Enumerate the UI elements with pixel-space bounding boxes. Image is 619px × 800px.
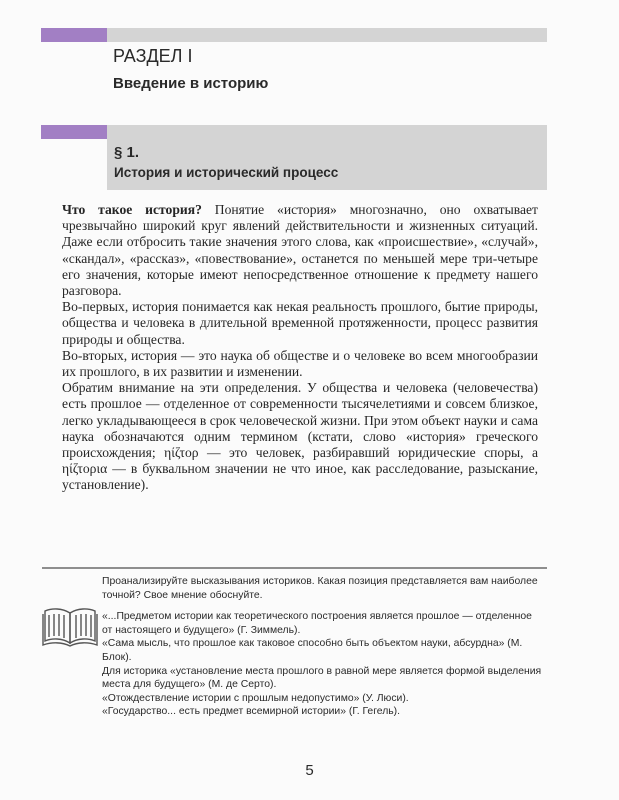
quote-4: «Отождествление истории с прошлым недопустимо» (У. Люси).: [102, 692, 409, 704]
section-header-band: [107, 28, 547, 42]
paragraph-accent-bar: [41, 125, 107, 139]
page-number: 5: [305, 762, 314, 779]
body-paragraph-4: Обратим внимание на эти определения. У общества и человека (человечества) есть прошлое — отделенное от современности тысячелетиями и совсем близкое, легко укладывающееся в срок человеческой жизни. При этом объект науки и сама наука обозначаются одним термином (кстати, слово «история» греческого происхождения; ηίζτορ — это человек, разбиравший юридические споры, а ηίζτορια — в буквальном значении не что иное, как расследование, разыскание, установление).: [62, 380, 538, 493]
body-paragraph-3: Во-вторых, история — это наука об обществе и о человеке во всем многообразии их прошлого, в их развитии и изменении.: [62, 347, 538, 380]
body-paragraph-2: Во-первых, история понимается как некая реальность прошлого, бытие природы, общества и человека в длительной временной протяженности, процесс развития природы и общества.: [62, 299, 538, 347]
task-box: [42, 567, 547, 747]
section-accent-bar: [41, 28, 107, 42]
quote-3: Для историка «установление места прошлого в равной мере является формой выделения места для будущего» (М. де Серто).: [102, 665, 542, 691]
task-divider: [42, 567, 547, 569]
paragraph-header-band: [107, 125, 547, 190]
body-paragraph-1-lead: Что такое история?: [62, 202, 202, 217]
task-text: [102, 575, 542, 719]
section-label: РАЗДЕЛ I: [113, 46, 193, 66]
task-question: Проанализируйте высказывания историков. Какая позиция представляется вам наиболее точной? Свое мнение обоснуйте.: [102, 576, 538, 601]
section-title: Введение в историю: [113, 75, 269, 92]
paragraph-title: История и исторический процесс: [114, 165, 339, 180]
body-text: [62, 202, 538, 494]
body-paragraph-1: [62, 202, 538, 299]
open-book-icon: [42, 605, 98, 647]
quote-2: «Сама мысль, что прошлое как таковое способно быть объектом науки, абсурдна» (М. Блок).: [102, 638, 523, 663]
body-paragraph-1-rest: Понятие «история» многозначно, оно охватывает чрезвычайно широкий круг явлений действительности и жизненных ситуаций. Даже если отбросить такие значения этого слова, как «происшествие», «случай», «скандал», «рассказ», «повествование», останется по меньшей мере три-четыре его значения, которые имеют непосредственное отношение к предмету нашего разговора.: [62, 202, 538, 299]
quote-5: «Государство... есть предмет всемирной истории» (Г. Гегель).: [102, 706, 401, 718]
paragraph-number: § 1.: [114, 144, 140, 161]
quote-1: «...Предметом истории как теоретического построения является прошлое — отделенное от настоящего и будущего» (Г. Зиммель).: [102, 611, 532, 636]
